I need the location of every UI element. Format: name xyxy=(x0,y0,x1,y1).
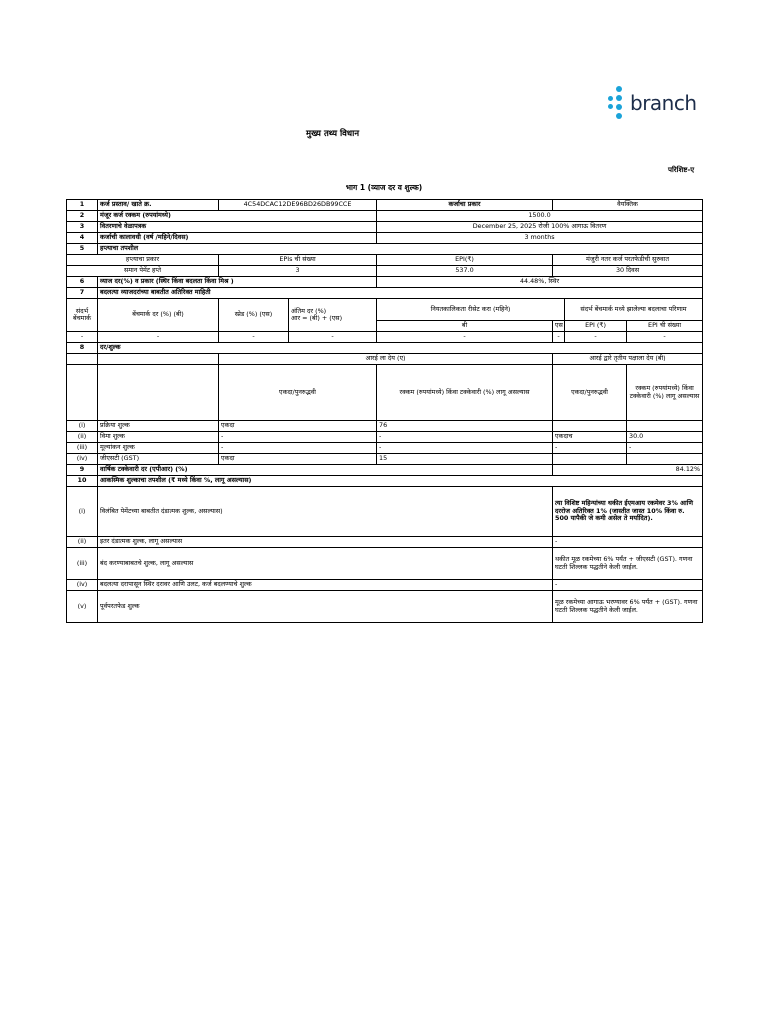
loan-type-value: वैयक्तिक xyxy=(553,200,703,211)
fee-a-once: - xyxy=(219,432,377,443)
epi-amount-value: 537.0 xyxy=(377,266,553,277)
fee-number: (iii) xyxy=(67,443,98,454)
spread-header: स्प्रेड (%) (एस) xyxy=(219,299,289,332)
reset-periodicity-header: नियतकालिकता रीसेट करा (महिने) xyxy=(377,299,565,321)
fees-group-header-row xyxy=(67,354,703,365)
contingent-row-switch-rate xyxy=(67,580,703,591)
fee-b-amount: 30.0 xyxy=(627,432,703,443)
floating-header-row xyxy=(67,299,703,321)
part1-title: भाग 1 (व्याज दर व शुल्क) xyxy=(345,183,423,192)
epi-count-value: 3 xyxy=(219,266,377,277)
contingent-number: (iii) xyxy=(67,548,98,580)
row-number: 9 xyxy=(67,465,98,476)
row-5 xyxy=(67,244,703,255)
row-number: 5 xyxy=(67,244,98,255)
interest-rate-value: 44.48%, स्थिर xyxy=(377,277,703,288)
fee-a-amount: - xyxy=(377,432,553,443)
fee-row-gst xyxy=(67,454,703,465)
row-number: 1 xyxy=(67,200,98,211)
row-8 xyxy=(67,343,703,354)
contingent-value: थकीत मूळ रकमेच्या 6% पर्यंत + जीएसटी (GST). गणना घटती शिल्लक पद्धतीने केली जाईल. xyxy=(553,548,703,580)
row-number: 4 xyxy=(67,233,98,244)
instalment-type-header: हप्त्याचा प्रकार xyxy=(67,255,219,266)
loan-type-label: कर्जाचा प्रकार xyxy=(377,200,553,211)
row-number: 6 xyxy=(67,277,98,288)
interest-rate-label: व्याज दर(%) व प्रकार (स्थिर किंवा बदलता किंवा मिश्र ) xyxy=(98,277,377,288)
fee-a-amount: 15 xyxy=(377,454,553,465)
contingent-number: (ii) xyxy=(67,537,98,548)
final-rate-value: - xyxy=(289,332,377,343)
contingent-value: - xyxy=(553,580,703,591)
fees-label: दर/शुल्क xyxy=(98,343,703,354)
contingent-label: इतर दंडात्मक शुल्क, लागू असल्यास xyxy=(98,537,553,548)
final-rate-formula: आर = (बी) + (एस) xyxy=(291,314,343,322)
row-number: 8 xyxy=(67,343,98,354)
fees-column-header-row xyxy=(67,365,703,421)
reference-benchmark-value: - xyxy=(67,332,98,343)
fee-b-amount: - xyxy=(627,443,703,454)
payable-third-party-header: आरई द्वारे तृतीय पक्षाला देय (बी) xyxy=(553,354,703,365)
row-number: 7 xyxy=(67,288,98,299)
row-10 xyxy=(67,476,703,487)
fee-b-once: - xyxy=(553,443,627,454)
apr-label: वार्षिक टक्केवारी दर (एपीआर) (%) xyxy=(98,465,553,476)
contingent-number: (v) xyxy=(67,591,98,623)
contingent-value: मूळ रकमेच्या आगाऊ भरण्यावर 6% पर्यंत + (GST). गणना घटती शिल्लक पद्धतीने केली जाईल. xyxy=(553,591,703,623)
contingent-label: बंद करण्याबाबतचे शुल्क, लागू असल्यास xyxy=(98,548,553,580)
disbursal-schedule-value: December 25, 2025 रोजी 100% आगाऊ वितरण xyxy=(377,222,703,233)
floating-value-row xyxy=(67,332,703,343)
row-2 xyxy=(67,211,703,222)
brand-logo xyxy=(608,86,697,120)
fee-b-once xyxy=(553,454,627,465)
row-number: 2 xyxy=(67,211,98,222)
fee-number: (iv) xyxy=(67,454,98,465)
fee-row-insurance xyxy=(67,432,703,443)
fee-number: (ii) xyxy=(67,432,98,443)
fee-label: मूल्यांकन शुल्क xyxy=(98,443,219,454)
contingent-value: - xyxy=(553,537,703,548)
impact-epi-header: EPI (₹) xyxy=(565,321,627,332)
loan-account-value: 4C54DCAC12DE96BD26DB99CCE xyxy=(219,200,377,211)
fee-number: (i) xyxy=(67,421,98,432)
apr-value: 84.12% xyxy=(553,465,703,476)
final-rate-header xyxy=(289,299,377,332)
brand-name: branch xyxy=(630,91,697,115)
disbursal-schedule-label: वितरणाचे वेळापत्रक xyxy=(98,222,377,233)
instalment-details-label: हप्त्याचा तपशील xyxy=(98,244,703,255)
impact-epi-count-header: EPI ची संख्या xyxy=(627,321,703,332)
row-7 xyxy=(67,288,703,299)
epi-amount-header: EPI(₹) xyxy=(377,255,553,266)
impact-epi-count-value: - xyxy=(627,332,703,343)
sanctioned-amount-label: मंजूर कर्ज रक्कम (रुपयांमध्ये) xyxy=(98,211,377,222)
loan-tenure-label: कर्जाची कालावधी (वर्ष /महिने/दिवस) xyxy=(98,233,377,244)
contingent-charges-label: आकस्मिक शुल्काचा तपशील (₹ मध्ये किंवा %, लागू असल्यास) xyxy=(98,476,703,487)
fees-empty-cell xyxy=(98,354,219,365)
repayment-start-header: मंजुरी नतर कर्ज परतफेडीची सुरुवात xyxy=(553,255,703,266)
fee-b-once xyxy=(553,421,627,432)
final-rate-title: अंतिम दर (%) xyxy=(291,306,327,315)
fee-a-once: एकदा xyxy=(219,454,377,465)
contingent-row-other-penal xyxy=(67,537,703,548)
fee-label: विमा शुल्क xyxy=(98,432,219,443)
fee-row-valuation xyxy=(67,443,703,454)
fee-row-processing xyxy=(67,421,703,432)
reset-b-header: बी xyxy=(377,321,553,332)
amount-percentage-header: रक्कम (रुपयांमध्ये) किंवा टक्केवारी (%) लागू असल्यास xyxy=(377,365,553,421)
one-time-recurring-b-header: एकदा/पुनरुद्भवी xyxy=(553,365,627,421)
fees-empty-cell xyxy=(67,354,98,365)
fee-a-once: एकदा xyxy=(219,421,377,432)
instalment-type-value: समान पेमेंट हप्ते xyxy=(67,266,219,277)
fees-empty-cell xyxy=(98,365,219,421)
row-number: 10 xyxy=(67,476,98,487)
impact-epi-value: - xyxy=(565,332,627,343)
reset-b-value: - xyxy=(377,332,553,343)
sanctioned-amount-value: 1500.0 xyxy=(377,211,703,222)
reference-benchmark-header: संदर्भ बेंचमार्क xyxy=(67,299,98,332)
fees-empty-cell xyxy=(67,365,98,421)
contingent-number: (i) xyxy=(67,487,98,537)
row-6 xyxy=(67,277,703,288)
payable-to-re-header: आरई ला देय (ए) xyxy=(219,354,553,365)
fee-b-amount xyxy=(627,421,703,432)
fee-label: प्रक्रिया शुल्क xyxy=(98,421,219,432)
benchmark-rate-value: - xyxy=(98,332,219,343)
key-fact-table xyxy=(66,199,703,623)
spread-value: - xyxy=(219,332,289,343)
reset-s-header: एस xyxy=(553,321,565,332)
contingent-row-prepayment xyxy=(67,591,703,623)
instalment-header-row xyxy=(67,255,703,266)
contingent-row-late-payment xyxy=(67,487,703,537)
fee-b-amount xyxy=(627,454,703,465)
row-1 xyxy=(67,200,703,211)
contingent-label: बदलत्या दरापासून स्थिर दरावर आणि उलट, कर्ज बदलण्याचे शुल्क xyxy=(98,580,553,591)
repayment-start-value: 30 दिवस xyxy=(553,266,703,277)
contingent-value: त्या विशिष्ट महिन्यांच्या थकीत ईएमआय रकमेवर 3% आणि दररोज अतिरिक्त 1% (जास्तीत जास्त 10% किंवा रु. 500 यापैकी जे कमी असेल ते मर्यादित). xyxy=(553,487,703,537)
fee-label: जीएसटी (GST) xyxy=(98,454,219,465)
fee-a-amount: - xyxy=(377,443,553,454)
branch-logo-icon xyxy=(608,86,626,120)
one-time-recurring-header: एकदा/पुनरुद्भवी xyxy=(219,365,377,421)
amount-percentage-b-header: रक्कम (रुपयांमध्ये) किंवा टक्केवारी (%) लागू असल्यास xyxy=(627,365,703,421)
contingent-label: पूर्वपरतफेड शुल्क xyxy=(98,591,553,623)
reset-s-value: - xyxy=(553,332,565,343)
fee-b-once: एकदाच xyxy=(553,432,627,443)
row-4 xyxy=(67,233,703,244)
contingent-row-foreclosure xyxy=(67,548,703,580)
floating-rate-label: बदलत्या व्याजदरांच्या बाबतीत अतिरिक्त माहिती xyxy=(98,288,703,299)
row-number: 3 xyxy=(67,222,98,233)
annex-label: परिशिष्ट-ए xyxy=(668,166,695,174)
contingent-number: (iv) xyxy=(67,580,98,591)
row-9 xyxy=(67,465,703,476)
fee-a-amount: 76 xyxy=(377,421,553,432)
row-3 xyxy=(67,222,703,233)
fee-a-once: - xyxy=(219,443,377,454)
contingent-label: विलंबित पेमेंटच्या बाबतीत दंडात्मक शुल्क, असल्यास) xyxy=(98,487,553,537)
document-title: मुख्य तथ्य विधान xyxy=(306,129,360,139)
benchmark-rate-header: बेंचमार्क दर (%) (बी) xyxy=(98,299,219,332)
instalment-value-row xyxy=(67,266,703,277)
loan-tenure-value: 3 months xyxy=(377,233,703,244)
loan-account-label: कर्ज प्रस्ताव/ खाते क्र. xyxy=(98,200,219,211)
benchmark-impact-header: संदर्भ बेंचमार्क मध्ये झालेल्या बदलाचा परिणाम xyxy=(565,299,703,321)
epi-count-header: EPIs ची संख्या xyxy=(219,255,377,266)
